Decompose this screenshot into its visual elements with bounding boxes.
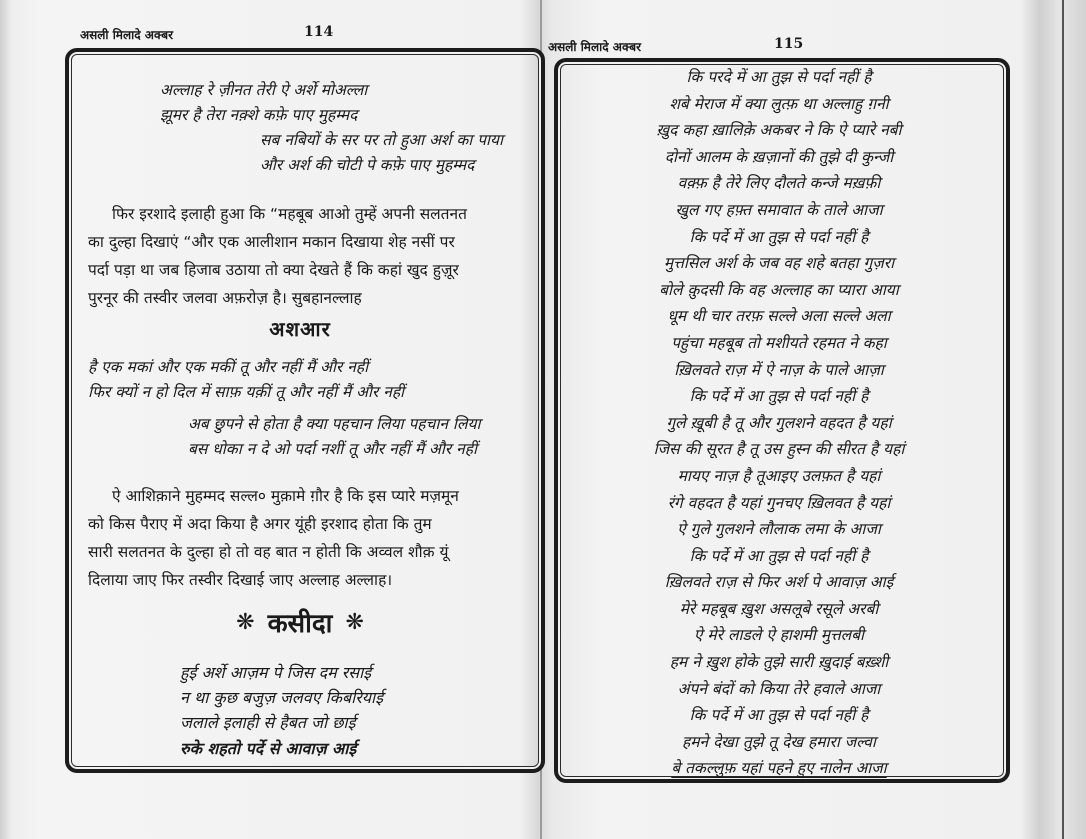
verse-line: कि परदे में आ तुझ से पर्दा नहीं है (686, 68, 872, 86)
verse-line: बोले क़ुदसी कि वह अल्लाह का प्यारा आया (659, 280, 899, 299)
verse-line: खुल गए हफ़्त समावात के ताले आजा (675, 200, 883, 219)
paragraph-line: पुरनूर की तस्वीर जलवा अफ़रोज़ है। सुबहानल्लाह (88, 289, 362, 307)
paragraph-line: सारी सलतनत के दुल्हा हो तो वह बात न होती कि अव्वल शौक़ यूं (88, 543, 449, 561)
ashaar-line: है एक मकां और एक मकीं तू और नहीं मैं और नहीं (88, 358, 369, 376)
verse-line: हम ने ख़ुश होके तुझे सारी ख़ुदाई बख़्शी (669, 653, 889, 672)
book-title: असली मिलादे अक्बर (548, 40, 642, 54)
ornament-star-icon: ❋ (345, 610, 364, 635)
left-page (60, 0, 540, 839)
paragraph-line: का दुल्हा दिखाएं “और एक आलीशान मकान दिखाया शेह नसीं पर (88, 233, 455, 251)
verse-line: अल्लाह रे ज़ीनत तेरी ऐ अर्शे मोअल्ला (160, 81, 368, 99)
paragraph-line: पर्दा पड़ा था जब हिजाब उठाया तो क्या देखते हैं कि कहां खुद हुज़ूर (88, 261, 459, 279)
ashaar-line: बस धोका न दे ओ पर्दा नशीं तू और नहीं मैं और नहीं (188, 440, 478, 458)
page-number: 115 (774, 36, 804, 52)
verse-line: कि पर्दे में आ तुझ से पर्दा नहीं है (689, 706, 869, 725)
book-title: असली मिलादे अक्बर (80, 28, 174, 42)
verse-line: ख़ुद कहा ख़ालिक़े अकबर ने कि ऐ प्यारे नबी (656, 121, 902, 140)
heading-qasida-text: कसीदा (267, 609, 333, 639)
verse-line: ऐ मेरे लाडले ऐ हाशमी मुत्तलबी (693, 626, 865, 645)
verse-line: ऐ गुले गुलशने लौलाक लमा के आजा (677, 520, 881, 539)
running-head (80, 26, 540, 44)
verse-line: कि पर्दे में आ तुझ से पर्दा नहीं है (689, 387, 869, 406)
page-edge (1062, 0, 1064, 839)
verse-line: झूमर है तेरा नक़्शे कफ़े पाए मुहम्मद (160, 106, 358, 124)
verse-line: और अर्श की चोटी पे कफ़े पाए मुहम्मद (260, 156, 475, 174)
verse-line: रंगे वहदत है यहां गुनचए ख़िलवत है यहां (667, 493, 891, 512)
qasida-line: न था कुछ बजुज़ जलवए किबरियाई (180, 688, 384, 707)
paragraph-line: दिलाया जाए फिर तस्वीर दिखाई जाए अल्लाह अल्लाह। (88, 571, 393, 589)
verse-line: कि पर्दे में आ तुझ से पर्दा नहीं है (689, 546, 869, 565)
ornament-star-icon: ❋ (236, 610, 255, 635)
ashaar-line: अब छुपने से होता है क्या पहचान लिया पहचान लिया (188, 415, 481, 433)
verse-line: दोनों आलम के ख़ज़ानों की तुझे दी कुन्जी (664, 147, 894, 166)
verse-line: जिस की सूरत है तू उस हुस्न की सीरत है यहां (653, 440, 905, 459)
qasida-line: हुई अर्शे आज़म पे जिस दम रसाई (180, 663, 372, 682)
verse-line: कि पर्दे में आ तुझ से पर्दा नहीं है (689, 227, 869, 246)
heading-qasida (60, 604, 540, 640)
paragraph-line: फिर इरशादे इलाही हुआ कि “महबूब आओ तुम्हें अपनी सलतनत (112, 205, 467, 223)
paragraph-line: को किस पैराए में अदा किया है अगर यूंही इरशाद होता कि तुम (88, 515, 432, 533)
verse-line: शबे मेराज में क्या लुत्फ़ था अल्लाहु ग़नी (669, 94, 889, 113)
verse-line: धूम थी चार तरफ़ सल्ले अला सल्ले अला (667, 307, 891, 326)
verse-line: बे तकल्लुफ़ यहां पहने हुए नालेन आजा (671, 759, 887, 778)
ashaar-line: फिर क्यों न हो दिल में साफ़ यक़ीं तू और नहीं मैं और नहीं (88, 383, 405, 401)
verse-line: वक़्फ़ है तेरे लिए दौलते कन्जे मख़फ़ी (677, 174, 881, 193)
running-head (548, 38, 1018, 56)
verse-line: हमने देखा तुझे तू देख हमारा जल्वा (682, 732, 876, 751)
verse-line: ख़िलवते राज़ से फिर अर्श पे आवाज़ आई (664, 573, 894, 592)
paragraph-1 (88, 200, 528, 312)
paragraph-line: ऐ आशिक़ाने मुहम्मद सल्ल० मुक़ामे ग़ौर है कि इस प्यारे मज़मून (112, 487, 459, 505)
verse-line: गुले ख़ूबी है तू और गुलशने वहदत है यहां (666, 413, 892, 432)
verse-line: पहुंचा महबूब तो मशीयते रहमत ने कहा (671, 333, 887, 352)
paragraph-2 (88, 482, 528, 594)
verse-line: मुत्तसिल अर्श के जब वह शहे बतहा गुज़रा (663, 254, 895, 273)
verse-line: सब नबियों के सर पर तो हुआ अर्श का पाया (260, 131, 504, 149)
verse-line: अंपने बंदों को किया तेरे हवाले आजा (677, 679, 881, 698)
verse-line: ख़िलवते राज़ में ऐ नाज़ के पाले आज़ा (674, 360, 884, 379)
heading-ashaar: अशआर (269, 317, 331, 341)
qasida-line: जलाले इलाही से हैबत जो छाई (180, 713, 356, 732)
verse-column (548, 64, 1010, 782)
qasida-line: रुके शहतो पर्दे से आवाज़ आई (180, 739, 357, 758)
verse-line: मेरे महबूब ख़ुश असलूबे रसूले अरबी (679, 599, 879, 618)
right-page (548, 0, 1018, 839)
verse-line: मायए नाज़ है तूआइए उलफ़त है यहां (677, 466, 881, 485)
page-number: 114 (304, 24, 334, 40)
